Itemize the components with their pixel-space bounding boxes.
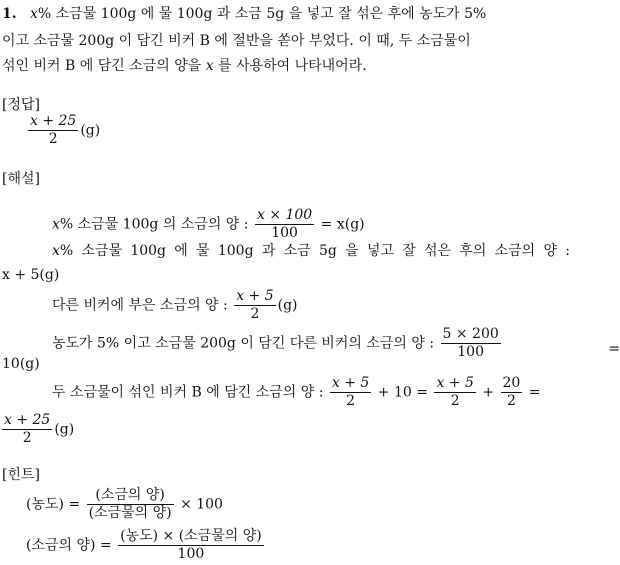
fraction-numerator: x × 100 — [256, 207, 313, 223]
unit: (g) — [277, 297, 298, 314]
problem-text: 섞인 비커 B 에 담긴 소금의 양을 — [2, 58, 202, 74]
step-fraction — [234, 288, 275, 323]
equals-sign: = — [608, 341, 620, 357]
unit: (g) — [54, 421, 75, 438]
fraction-denominator: 2 — [22, 430, 32, 446]
problem-line-3 — [2, 57, 367, 75]
fraction-denominator: 100 — [177, 546, 205, 562]
operator: + — [482, 384, 495, 401]
answer-heading: [정답] — [2, 97, 40, 113]
step-text: % 소금물 100g 의 소금의 양 : — [59, 216, 249, 233]
hint-formula-1 — [26, 487, 223, 522]
formula-rhs: × 100 — [180, 496, 223, 513]
hint-formula-2 — [26, 528, 266, 563]
step-fraction — [330, 375, 371, 410]
fraction-numerator: (농도) × (소금물의 양) — [120, 528, 262, 544]
fraction-numerator: 20 — [502, 375, 521, 391]
fraction-numerator: x + 25 — [4, 412, 51, 428]
fraction-numerator: x + 5 — [436, 375, 474, 391]
step-fraction — [2, 412, 52, 447]
explanation-step-5-cont — [2, 412, 74, 447]
explanation-step-3 — [52, 288, 298, 323]
problem-text: % 소금물 100g 에 물 100g 과 소금 5g 을 넣고 잘 섞은 후에 농도가 5% — [37, 6, 487, 22]
fraction-numerator: x + 5 — [331, 375, 370, 391]
variable-x: x — [205, 58, 214, 74]
hint-heading: [힌트] — [2, 467, 40, 483]
explanation-step-1 — [52, 207, 365, 242]
explanation-step-5 — [52, 375, 541, 410]
explanation-heading: [해설] — [2, 171, 40, 187]
problem-line-1 — [2, 5, 486, 23]
variable-x: x — [29, 6, 38, 22]
fraction-denominator: 2 — [250, 306, 260, 322]
problem-text: 를 사용하여 나타내어라. — [218, 58, 367, 74]
fraction-numerator: (소금의 양) — [87, 487, 174, 505]
step-text: 두 소금물이 섞인 비커 B 에 담긴 소금의 양 : — [52, 384, 324, 401]
equals-sign: = — [528, 384, 541, 401]
step-result: = x(g) — [320, 216, 365, 233]
fraction-denominator: 2 — [506, 393, 516, 409]
fraction-denominator: 100 — [271, 225, 298, 241]
variable-x: x — [52, 243, 60, 259]
answer-formula — [26, 113, 100, 148]
step-fraction — [434, 375, 475, 410]
operator: + 10 = — [377, 384, 428, 401]
fraction-denominator: 2 — [48, 131, 58, 147]
formula-fraction — [87, 487, 174, 522]
step-text: 농도가 5% 이고 소금물 200g 이 담긴 다른 비커의 소금의 양 : — [52, 335, 435, 352]
formula-lhs: (소금의 양) = — [26, 537, 112, 554]
variable-x: x — [52, 216, 60, 233]
formula-fraction — [118, 528, 264, 563]
step-text: % 소금물 100g 에 물 100g 과 소금 5g 을 넣고 잘 섞은 후의 소금의 양 : — [59, 243, 570, 259]
fraction-denominator: (소금물의 양) — [88, 505, 172, 521]
fraction-denominator: 2 — [450, 393, 460, 409]
step-fraction — [255, 207, 314, 242]
formula-lhs: (농도) = — [26, 496, 81, 513]
explanation-step-2 — [52, 242, 570, 260]
step-fraction — [441, 326, 501, 361]
unit: (g) — [80, 122, 101, 139]
problem-number: 1. — [2, 6, 17, 22]
explanation-step-2-cont: x + 5(g) — [2, 267, 60, 283]
answer-fraction — [28, 113, 78, 148]
problem-line-2: 이고 소금물 200g 이 담긴 비커 B 에 절반을 쏟아 부었다. 이 때, 두 소금물이 — [2, 33, 471, 49]
fraction-numerator: x + 5 — [236, 288, 274, 304]
fraction-denominator: 2 — [346, 393, 356, 409]
step-text: 다른 비커에 부은 소금의 양 : — [52, 297, 228, 314]
explanation-step-4 — [52, 326, 620, 361]
fraction-numerator: x + 25 — [30, 113, 77, 129]
explanation-step-4-cont: 10(g) — [2, 356, 40, 372]
fraction-numerator: 5 × 200 — [442, 326, 499, 342]
step-fraction — [501, 375, 523, 410]
fraction-denominator: 100 — [457, 344, 484, 360]
